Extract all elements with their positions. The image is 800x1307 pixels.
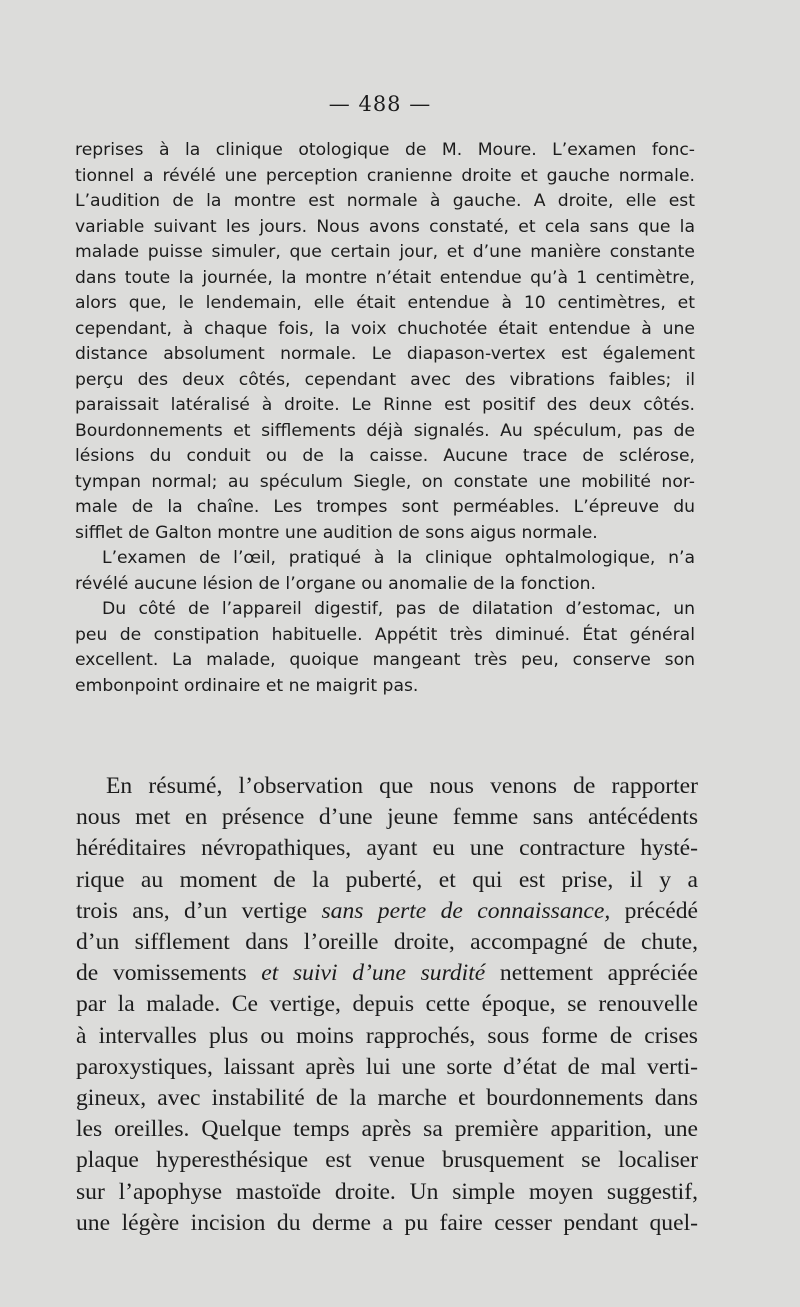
- summary-paragraph: [76, 771, 698, 1239]
- text-line: excellent. La malade, quoique mangeant très peu, conserve son: [75, 650, 695, 670]
- text-line: malade puisse simuler, que certain jour, et d’une manière constante: [75, 242, 695, 262]
- text-line: les oreilles. Quelque temps après sa première apparition, une: [76, 1116, 698, 1143]
- text-line: peu de constipation habituelle. Appétit très diminué. État général: [75, 624, 695, 645]
- text-line: reprises à la clinique otologique de M. Moure. L’examen fonc-: [75, 140, 695, 160]
- text-line: paraissait latéralisé à droite. Le Rinne est positif des deux côtés.: [75, 395, 695, 415]
- text-line: par la malade. Ce vertige, depuis cette époque, se renouvelle: [76, 991, 698, 1018]
- text-line: paroxystiques, laissant après lui une sorte d’état de mal verti-: [76, 1053, 698, 1080]
- text-line: d’un sifflement dans l’oreille droite, accompagné de chute,: [76, 929, 698, 956]
- text-line: male de la chaîne. Les trompes sont perméables. L’épreuve du: [75, 497, 695, 517]
- text-line: rique au moment de la puberté, et qui est prise, il y a: [76, 866, 698, 893]
- text-line: à intervalles plus ou moins rapprochés, sous forme de crises: [76, 1022, 698, 1049]
- text-line: nous met en présence d’une jeune femme sans antécédents: [76, 804, 698, 831]
- text-line: alors que, le lendemain, elle était entendue à 10 centimètres, et: [75, 293, 695, 313]
- text-line: cependant, à chaque fois, la voix chuchotée était entendue à une: [75, 318, 695, 339]
- text-run: trois ans, d’un vertige: [76, 897, 322, 924]
- text-line: distance absolument normale. Le diapason-vertex est également: [75, 344, 695, 364]
- text-line: une légère incision du derme a pu faire cesser pendant quel-: [76, 1209, 698, 1236]
- text-line: tympan normal; au spéculum Siegle, on constate une mobilité nor-: [75, 471, 695, 492]
- text-line: dans toute la journée, la montre n’était entendue qu’à 1 centimètre,: [75, 267, 695, 288]
- text-line: [76, 896, 698, 927]
- text-line: perçu des deux côtés, cependant avec des vibrations faibles; il: [75, 369, 695, 390]
- text-line: variable suivant les jours. Nous avons constaté, et cela sans que la: [75, 216, 695, 237]
- italic-text: et suivi d’une surdité: [261, 960, 486, 987]
- text-line: [76, 958, 698, 989]
- text-line: L’audition de la montre est normale à gauche. A droite, elle est: [75, 191, 695, 211]
- text-run: nettement appréciée: [485, 960, 698, 987]
- text-line: révélé aucune lésion de l’organe ou anomalie de la fonction.: [75, 573, 597, 594]
- text-line: lésions du conduit ou de la caisse. Aucune trace de sclérose,: [75, 446, 695, 466]
- text-run: de vomissements: [76, 960, 262, 987]
- text-line: embonpoint ordinaire et ne maigrit pas.: [75, 675, 419, 696]
- italic-text: sans perte de connaissance,: [321, 897, 611, 924]
- text-line: sur l’apophyse mastoïde droite. Un simple moyen suggestif,: [76, 1178, 698, 1205]
- text-run: précédé: [610, 897, 698, 924]
- text-line: L’examen de l’œil, pratiqué à la clinique ophtalmologique, n’a: [102, 548, 695, 568]
- text-line: gineux, avec instabilité de la marche et bourdonnements dans: [76, 1085, 698, 1112]
- text-line: Du côté de l’appareil digestif, pas de dilatation d’estomac, un: [102, 599, 695, 619]
- text-line: plaque hyperesthésique est venue brusquement se localiser: [76, 1147, 698, 1174]
- text-line: Bourdonnements et sifflements déjà signalés. Au spéculum, pas de: [75, 420, 695, 441]
- text-line: tionnel a révélé une perception cranienne droite et gauche normale.: [75, 165, 695, 186]
- observation-details-text: [75, 138, 695, 699]
- page-number: — 488 —: [328, 92, 432, 116]
- text-line: En résumé, l’observation que nous venons de rapporter: [106, 773, 698, 799]
- text-line: sifflet de Galton montre une audition de sons aigus normale.: [75, 522, 598, 543]
- text-line: héréditaires névropathiques, ayant eu une contracture hysté-: [76, 835, 698, 862]
